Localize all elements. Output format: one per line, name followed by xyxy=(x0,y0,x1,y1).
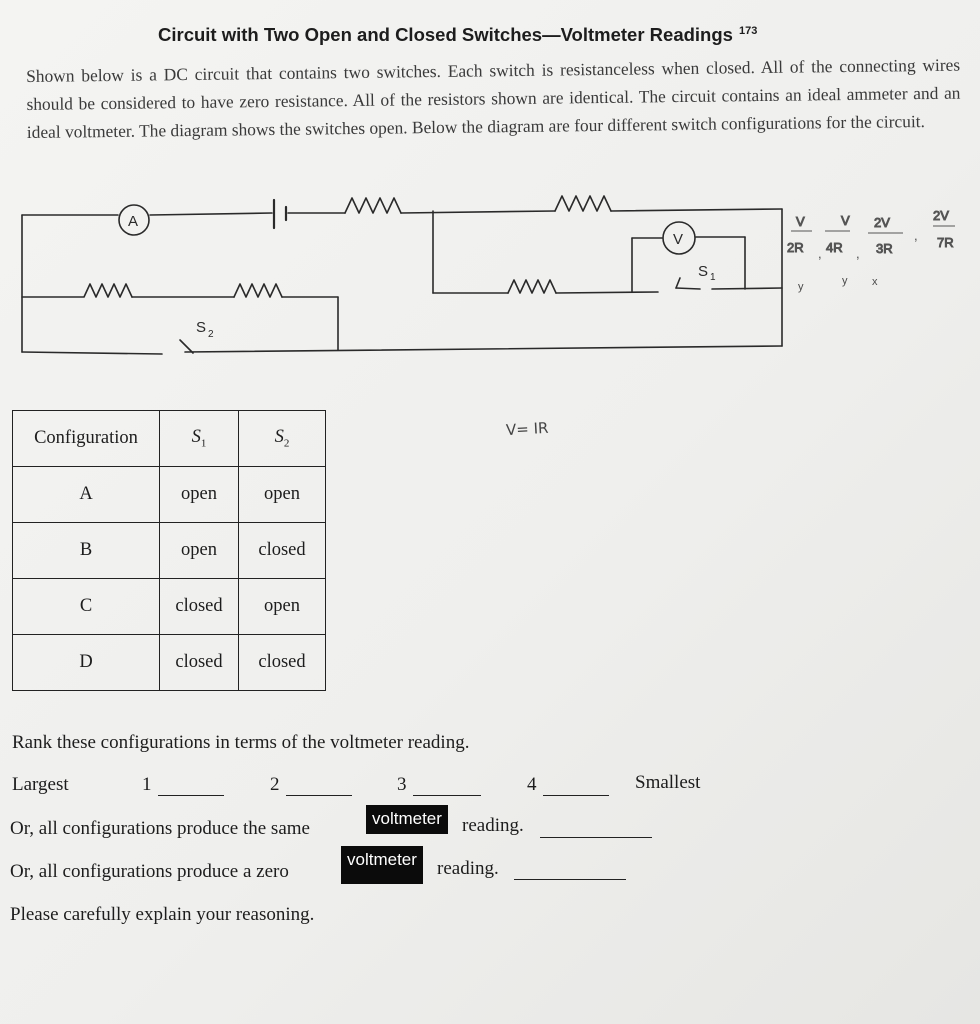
svg-text:2V: 2V xyxy=(933,208,949,223)
circuit-diagram xyxy=(0,0,980,420)
switch2-sub: 2 xyxy=(208,329,214,340)
largest-label: Largest xyxy=(12,774,69,795)
zero-reading-line: Or, all configurations produce a zero xyxy=(10,861,289,882)
explain-prompt: Please carefully explain your reasoning. xyxy=(10,904,315,925)
svg-text:4R: 4R xyxy=(826,240,843,255)
svg-text:3R: 3R xyxy=(876,241,893,256)
configuration-table xyxy=(12,410,326,691)
voltmeter-label: V xyxy=(673,231,684,248)
header-s1: $S_1$ xyxy=(160,411,239,467)
table-row: A open open xyxy=(13,467,326,523)
svg-text:y: y xyxy=(842,275,848,287)
svg-text:2R: 2R xyxy=(787,240,804,255)
smallest-label: Smallest xyxy=(635,772,701,793)
handwritten-notes xyxy=(787,208,955,293)
ranking-line: Largest 1 2 3 4 Smallest xyxy=(12,772,701,795)
svg-text:y: y xyxy=(798,281,804,293)
redacted-voltmeter-1: voltmeter xyxy=(366,805,448,834)
header-s2: $S_2$ xyxy=(239,411,326,467)
switch1-label: S xyxy=(698,263,709,280)
rank-3-blank[interactable] xyxy=(413,794,481,796)
table-header-row xyxy=(13,411,326,467)
table-row: D closed closed xyxy=(13,635,326,691)
intro-paragraph: Shown below is a DC circuit that contains two switches. Each switch is resistanceless when closed. All of the connecting wires should be considered to have zero resistance. All of the resistors shown are identical. The circuit contains an ideal ammeter and an ideal voltmeter. The diagram shows the switches open. Below the diagram are four different switch configurations for the circuit. xyxy=(26,54,961,142)
switch2-label: S xyxy=(196,319,207,336)
rank-2-blank[interactable] xyxy=(286,794,352,796)
rank-4-blank[interactable] xyxy=(543,794,609,796)
svg-text:,: , xyxy=(856,246,860,261)
ammeter-label: A xyxy=(128,213,139,230)
svg-text:,: , xyxy=(914,228,918,243)
redacted-voltmeter-2: voltmeter xyxy=(341,846,423,884)
page-number: 173 xyxy=(738,25,758,37)
header-configuration: Configuration xyxy=(13,411,160,467)
zero-reading-blank[interactable] xyxy=(514,878,626,880)
svg-text:,: , xyxy=(818,246,822,261)
svg-text:7R: 7R xyxy=(937,235,954,250)
switch1-sub: 1 xyxy=(710,272,716,283)
svg-text:2V: 2V xyxy=(874,215,890,230)
same-reading-line: Or, all configurations produce the same xyxy=(10,818,310,839)
svg-text:x: x xyxy=(872,276,878,288)
rank-1-blank[interactable] xyxy=(158,794,224,796)
page-title: Circuit with Two Open and Closed Switches—Voltmeter Readings $^{173}$ xyxy=(158,24,758,45)
same-reading-blank[interactable] xyxy=(540,836,652,838)
handwritten-ohms-law: V= IR xyxy=(505,418,549,440)
rank-prompt: Rank these configurations in terms of the voltmeter reading. xyxy=(12,732,470,753)
table-row: C closed open xyxy=(13,579,326,635)
table-row: B open closed xyxy=(13,523,326,579)
svg-text:V: V xyxy=(841,213,850,228)
svg-text:V: V xyxy=(796,214,805,229)
